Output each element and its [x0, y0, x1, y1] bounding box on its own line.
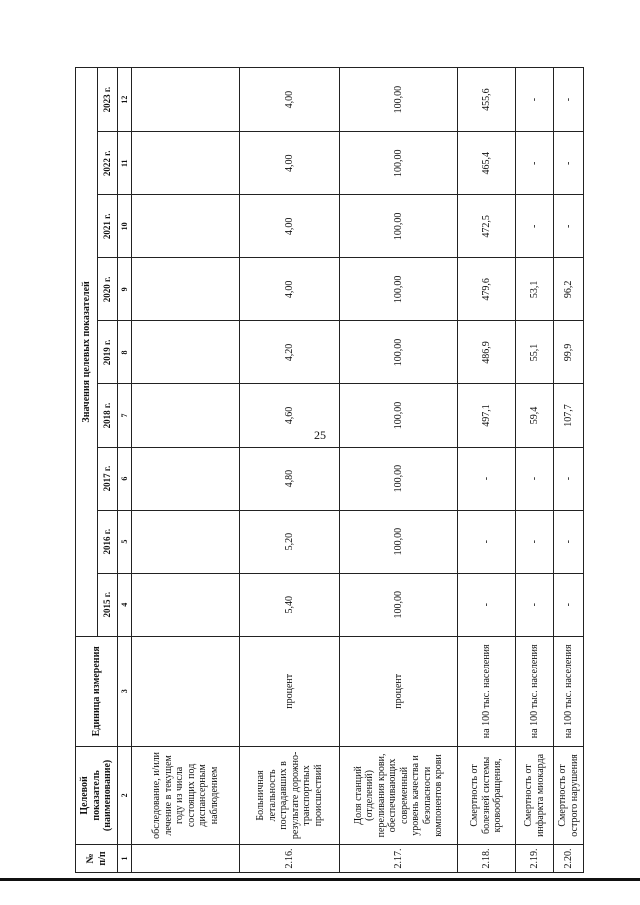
header-unit: Единица измерения [76, 636, 118, 746]
value-cell: 100,00 [340, 321, 458, 384]
value-cell: - [554, 68, 584, 132]
value-cell: 55,1 [516, 321, 554, 384]
value-cell: - [554, 573, 584, 636]
value-cell: 53,1 [516, 258, 554, 321]
indicator-name: Больничная летальность пострадавших в результате дорожно-транспортных происшествий [240, 746, 340, 844]
value-cell: 4,00 [240, 132, 340, 195]
indicator-name: обследование, и/или лечение в текущем году из числа состоящих под диспансерным наблюдением [132, 746, 240, 844]
rotated-table-page [75, 67, 580, 873]
value-cell [132, 195, 240, 258]
value-cell [132, 510, 240, 573]
value-cell: - [516, 132, 554, 195]
header-no: № п/п [76, 844, 118, 872]
value-cell: - [516, 447, 554, 510]
table-row [554, 68, 584, 873]
value-cell: - [554, 195, 584, 258]
header-year: 2015 г. [98, 573, 118, 636]
value-cell: 100,00 [340, 258, 458, 321]
table-row [516, 68, 554, 873]
header-year: 2021 г. [98, 195, 118, 258]
column-number: 10 [118, 195, 132, 258]
row-number: 2.20. [554, 844, 584, 872]
unit-cell: на 100 тыс. населения [458, 636, 516, 746]
value-cell: 96,2 [554, 258, 584, 321]
column-number: 2 [118, 746, 132, 844]
column-number: 12 [118, 68, 132, 132]
header-year: 2017 г. [98, 447, 118, 510]
value-cell: 465,4 [458, 132, 516, 195]
table-row [458, 68, 516, 873]
value-cell: 100,00 [340, 68, 458, 132]
value-cell [132, 573, 240, 636]
row-number: 2.18. [458, 844, 516, 872]
value-cell: 4,80 [240, 447, 340, 510]
header-year: 2022 г. [98, 132, 118, 195]
value-cell [132, 384, 240, 447]
row-number [132, 844, 240, 872]
value-cell: 100,00 [340, 384, 458, 447]
table-row [132, 68, 240, 873]
unit-cell: на 100 тыс. населения [516, 636, 554, 746]
indicators-table [75, 67, 584, 873]
indicator-name: Доля станций (отделений) переливания крови, обеспечивающих современный уровень качества и безопасности компонентов крови [340, 746, 458, 844]
value-cell: - [554, 132, 584, 195]
unit-cell: процент [240, 636, 340, 746]
value-cell: 479,6 [458, 258, 516, 321]
value-cell: 100,00 [340, 510, 458, 573]
value-cell: 100,00 [340, 195, 458, 258]
value-cell: - [458, 510, 516, 573]
value-cell: - [516, 195, 554, 258]
column-number: 5 [118, 510, 132, 573]
header-year: 2023 г. [98, 68, 118, 132]
value-cell: 4,20 [240, 321, 340, 384]
indicator-name: Смертность от острого нарушения [554, 746, 584, 844]
header-year: 2020 г. [98, 258, 118, 321]
value-cell: 4,00 [240, 258, 340, 321]
value-cell: 59,4 [516, 384, 554, 447]
value-cell: 100,00 [340, 132, 458, 195]
header-year: 2019 г. [98, 321, 118, 384]
value-cell: 100,00 [340, 573, 458, 636]
indicator-name: Смертность от болезней системы кровообращения, [458, 746, 516, 844]
header-indicator: Целевой показатель (наименование) [76, 746, 118, 844]
column-number: 1 [118, 844, 132, 872]
value-cell: 100,00 [340, 447, 458, 510]
bottom-rule [0, 878, 640, 881]
value-cell: - [554, 510, 584, 573]
column-number: 4 [118, 573, 132, 636]
value-cell [132, 447, 240, 510]
value-cell: 4,60 [240, 384, 340, 447]
row-number: 2.19. [516, 844, 554, 872]
header-values-group: Значения целевых показателей [76, 68, 98, 637]
value-cell: - [516, 573, 554, 636]
value-cell [132, 321, 240, 384]
value-cell [132, 68, 240, 132]
row-number: 2.17. [340, 844, 458, 872]
value-cell: - [458, 447, 516, 510]
value-cell: 455,6 [458, 68, 516, 132]
column-number: 11 [118, 132, 132, 195]
row-number: 2.16. [240, 844, 340, 872]
value-cell: 4,00 [240, 195, 340, 258]
indicator-name: Смертность от инфаркта миокарда [516, 746, 554, 844]
value-cell: 107,7 [554, 384, 584, 447]
value-cell: - [516, 510, 554, 573]
value-cell: 99,9 [554, 321, 584, 384]
table-row [340, 68, 458, 873]
value-cell: 5,40 [240, 573, 340, 636]
unit-cell: на 100 тыс. населения [554, 636, 584, 746]
value-cell: 4,00 [240, 68, 340, 132]
header-year: 2016 г. [98, 510, 118, 573]
header-year: 2018 г. [98, 384, 118, 447]
value-cell: 5,20 [240, 510, 340, 573]
value-cell: 497,1 [458, 384, 516, 447]
value-cell [132, 132, 240, 195]
value-cell: - [554, 447, 584, 510]
column-number: 9 [118, 258, 132, 321]
value-cell: - [458, 573, 516, 636]
value-cell: - [516, 68, 554, 132]
column-number: 6 [118, 447, 132, 510]
value-cell [132, 258, 240, 321]
column-number: 8 [118, 321, 132, 384]
value-cell: 486,9 [458, 321, 516, 384]
column-number: 7 [118, 384, 132, 447]
table-row [240, 68, 340, 873]
value-cell: 472,5 [458, 195, 516, 258]
column-number: 3 [118, 636, 132, 746]
unit-cell [132, 636, 240, 746]
unit-cell: процент [340, 636, 458, 746]
page-number: 25 [314, 428, 326, 442]
